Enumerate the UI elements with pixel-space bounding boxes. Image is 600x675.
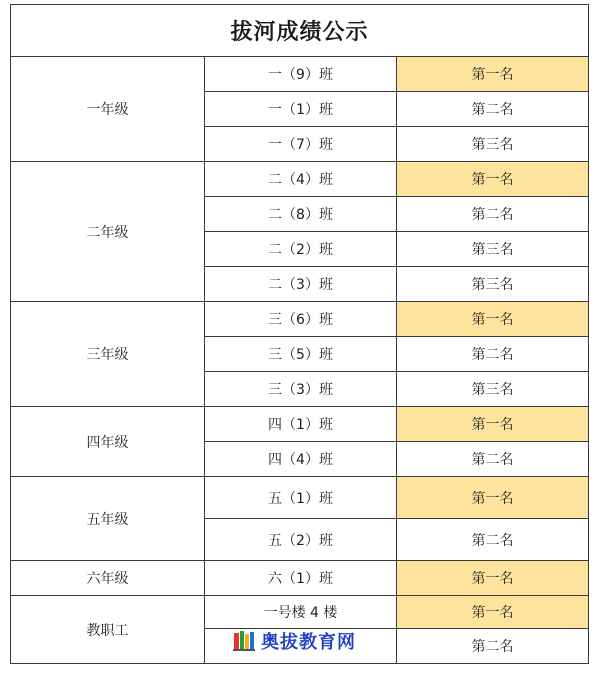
rank-cell: 第一名 <box>397 407 589 442</box>
rank-cell: 第三名 <box>397 127 589 162</box>
rank-cell: 第一名 <box>397 561 589 596</box>
rank-cell: 第三名 <box>397 267 589 302</box>
table-row <box>11 477 589 519</box>
class-cell: 一号楼 4 楼 <box>205 596 397 629</box>
class-cell: 二（2）班 <box>205 232 397 267</box>
table-row <box>11 57 589 92</box>
class-cell: 四（1）班 <box>205 407 397 442</box>
table-row <box>11 407 589 442</box>
class-cell: 二（4）班 <box>205 162 397 197</box>
page-title: 拔河成绩公示 <box>11 5 589 57</box>
results-sheet <box>10 4 588 664</box>
grade-cell: 四年级 <box>11 407 205 477</box>
class-cell: 六（1）班 <box>205 561 397 596</box>
watermark-text: 奥拔教育网 <box>261 632 356 653</box>
rank-cell: 第二名 <box>397 92 589 127</box>
rank-cell: 第二名 <box>397 629 589 664</box>
table-row <box>11 596 589 629</box>
grade-cell: 五年级 <box>11 477 205 561</box>
rank-cell: 第三名 <box>397 232 589 267</box>
grade-cell: 六年级 <box>11 561 205 596</box>
rank-cell: 第二名 <box>397 442 589 477</box>
class-cell: 三（5）班 <box>205 337 397 372</box>
class-cell: 一（9）班 <box>205 57 397 92</box>
table-row <box>11 162 589 197</box>
class-cell: 二（3）班 <box>205 267 397 302</box>
class-cell <box>205 629 397 664</box>
class-cell: 一（7）班 <box>205 127 397 162</box>
class-cell: 三（3）班 <box>205 372 397 407</box>
class-cell: 五（2）班 <box>205 519 397 561</box>
rank-cell: 第一名 <box>397 302 589 337</box>
class-cell: 一（1）班 <box>205 92 397 127</box>
table-row <box>11 302 589 337</box>
class-cell: 二（8）班 <box>205 197 397 232</box>
grade-cell: 一年级 <box>11 57 205 162</box>
class-cell: 五（1）班 <box>205 477 397 519</box>
grade-cell: 三年级 <box>11 302 205 407</box>
rank-cell: 第二名 <box>397 197 589 232</box>
grade-cell: 教职工 <box>11 596 205 664</box>
class-cell: 四（4）班 <box>205 442 397 477</box>
rank-cell: 第三名 <box>397 372 589 407</box>
rank-cell: 第一名 <box>397 477 589 519</box>
rank-cell: 第二名 <box>397 337 589 372</box>
results-table <box>10 4 589 664</box>
table-row <box>11 561 589 596</box>
grade-cell: 二年级 <box>11 162 205 302</box>
rank-cell: 第一名 <box>397 162 589 197</box>
rank-cell: 第二名 <box>397 519 589 561</box>
title-row <box>11 5 589 57</box>
class-cell: 三（6）班 <box>205 302 397 337</box>
rank-cell: 第一名 <box>397 57 589 92</box>
rank-cell: 第一名 <box>397 596 589 629</box>
